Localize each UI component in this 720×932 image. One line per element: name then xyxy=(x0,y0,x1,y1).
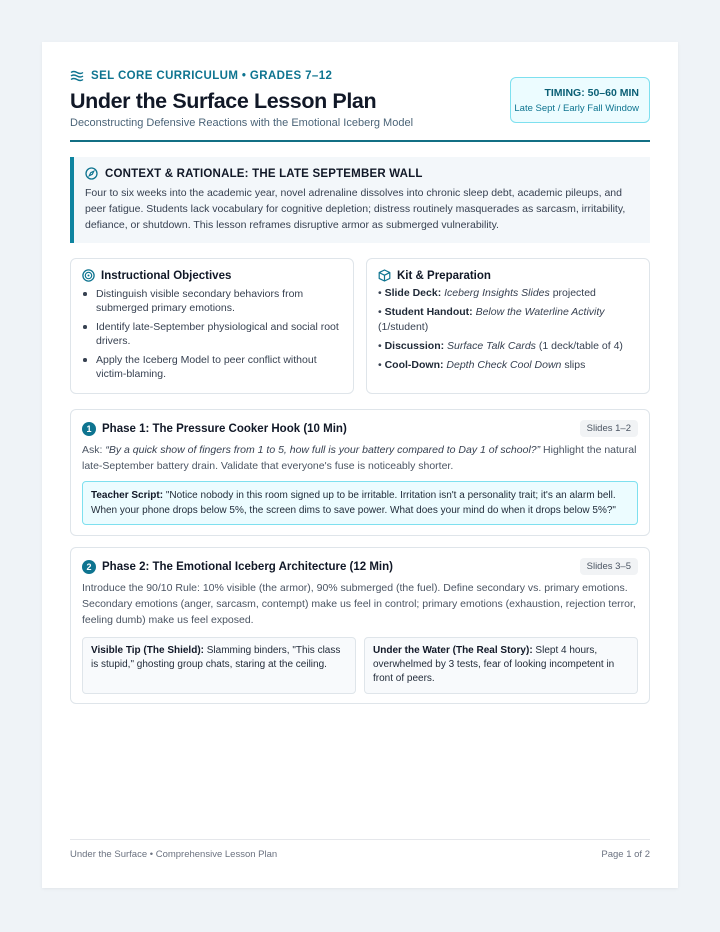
objective-item: Identify late-September physiological and social root drivers. xyxy=(82,320,342,348)
footer-title: Under the Surface • Comprehensive Lesson Plan xyxy=(70,849,278,860)
objective-item: Distinguish visible secondary behaviors from submerged primary emotions. xyxy=(82,287,342,315)
objectives-heading-row xyxy=(82,269,342,282)
teacher-script-callout: Teacher Script: "Notice nobody in this room signed up to be irritable. Irritation isn't a personality trait; it's an alarm bell. When your phone drops below 5%, the screen dims to save power. What does your mind do when it drops below 5%?" xyxy=(82,481,638,525)
phase-1-header xyxy=(82,420,638,437)
timing-label: TIMING: 50–60 MIN xyxy=(544,87,639,99)
target-icon xyxy=(82,269,95,282)
kit-heading: Kit & Preparation xyxy=(397,269,491,282)
page-subtitle: Deconstructing Defensive Reactions with the Emotional Iceberg Model xyxy=(70,117,414,129)
visible-tip-box: Visible Tip (The Shield): Slamming binders, "This class is stupid," ghosting group chats, staring at the ceiling. xyxy=(82,637,356,694)
objectives-heading: Instructional Objectives xyxy=(101,269,232,282)
phase-number-badge: 1 xyxy=(82,422,96,436)
timing-badge xyxy=(510,77,650,123)
context-body: Four to six weeks into the academic year, novel adrenaline dissolves into chronic sleep debt, academic pileups, and peer fatigue. Students lack vocabulary for cognitive depletion; distress routinely masquerades as sarcasm, irritability, defiance, or shutdown. This lesson reframes disruptive armor as submerged vulnerability. xyxy=(85,187,626,231)
phase-number-badge: 2 xyxy=(82,560,96,574)
compass-icon xyxy=(85,167,98,180)
phase-1-card xyxy=(70,409,650,536)
phase-2-header xyxy=(82,558,638,575)
kit-item: • Discussion: Surface Talk Cards (1 deck/table of 4) xyxy=(378,340,623,352)
phase-1-body: Ask: “By a quick show of fingers from 1 to 5, how full is your battery compared to Day 1 of school?” Highlight the natural late-September battery drain. Validate that everyone's fuse is noticeably shorter. xyxy=(82,444,637,472)
slides-badge: Slides 1–2 xyxy=(580,420,638,437)
kit-card xyxy=(366,258,650,394)
context-callout xyxy=(70,157,650,243)
slides-badge: Slides 3–5 xyxy=(580,558,638,575)
eyebrow-text: SEL CORE CURRICULUM • GRADES 7–12 xyxy=(91,70,333,82)
header-divider xyxy=(70,140,650,142)
context-heading-row xyxy=(85,167,638,180)
objective-item: Apply the Iceberg Model to peer conflict without victim-blaming. xyxy=(82,353,342,381)
kit-item: • Student Handout: Below the Waterline Activity (1/student) xyxy=(378,306,605,333)
kit-item: • Slide Deck: Iceberg Insights Slides projected xyxy=(378,287,596,299)
box-icon xyxy=(378,269,391,282)
page-number: Page 1 of 2 xyxy=(601,849,650,860)
lesson-plan-page xyxy=(42,42,678,888)
iceberg-comparison xyxy=(82,637,638,694)
context-heading: CONTEXT & RATIONALE: THE LATE SEPTEMBER WALL xyxy=(105,167,423,180)
phase-2-title: Phase 2: The Emotional Iceberg Architecture (12 Min) xyxy=(102,560,393,573)
objectives-card xyxy=(70,258,354,394)
curriculum-eyebrow xyxy=(70,70,332,82)
page-title: Under the Surface Lesson Plan xyxy=(70,89,377,113)
kit-heading-row xyxy=(378,269,638,282)
waves-icon xyxy=(70,70,84,82)
under-water-box: Under the Water (The Real Story): Slept 4 hours, overwhelmed by 3 tests, fear of looking incompetent in front of peers. xyxy=(364,637,638,694)
footer-divider xyxy=(70,839,650,840)
phase-1-title: Phase 1: The Pressure Cooker Hook (10 Min) xyxy=(102,422,347,435)
timing-window: Late Sept / Early Fall Window xyxy=(514,103,639,114)
objectives-list xyxy=(82,287,342,381)
kit-item: • Cool-Down: Depth Check Cool Down slips xyxy=(378,359,586,371)
phase-2-card xyxy=(70,547,650,704)
phase-2-body: Introduce the 90/10 Rule: 10% visible (the armor), 90% submerged (the fuel). Define secondary vs. primary emotions. Secondary emotions (anger, sarcasm, contempt) make us feel in control; primary emotions (exhaustion, rejection terror, feeling dumb) make us feel exposed. xyxy=(82,582,636,626)
